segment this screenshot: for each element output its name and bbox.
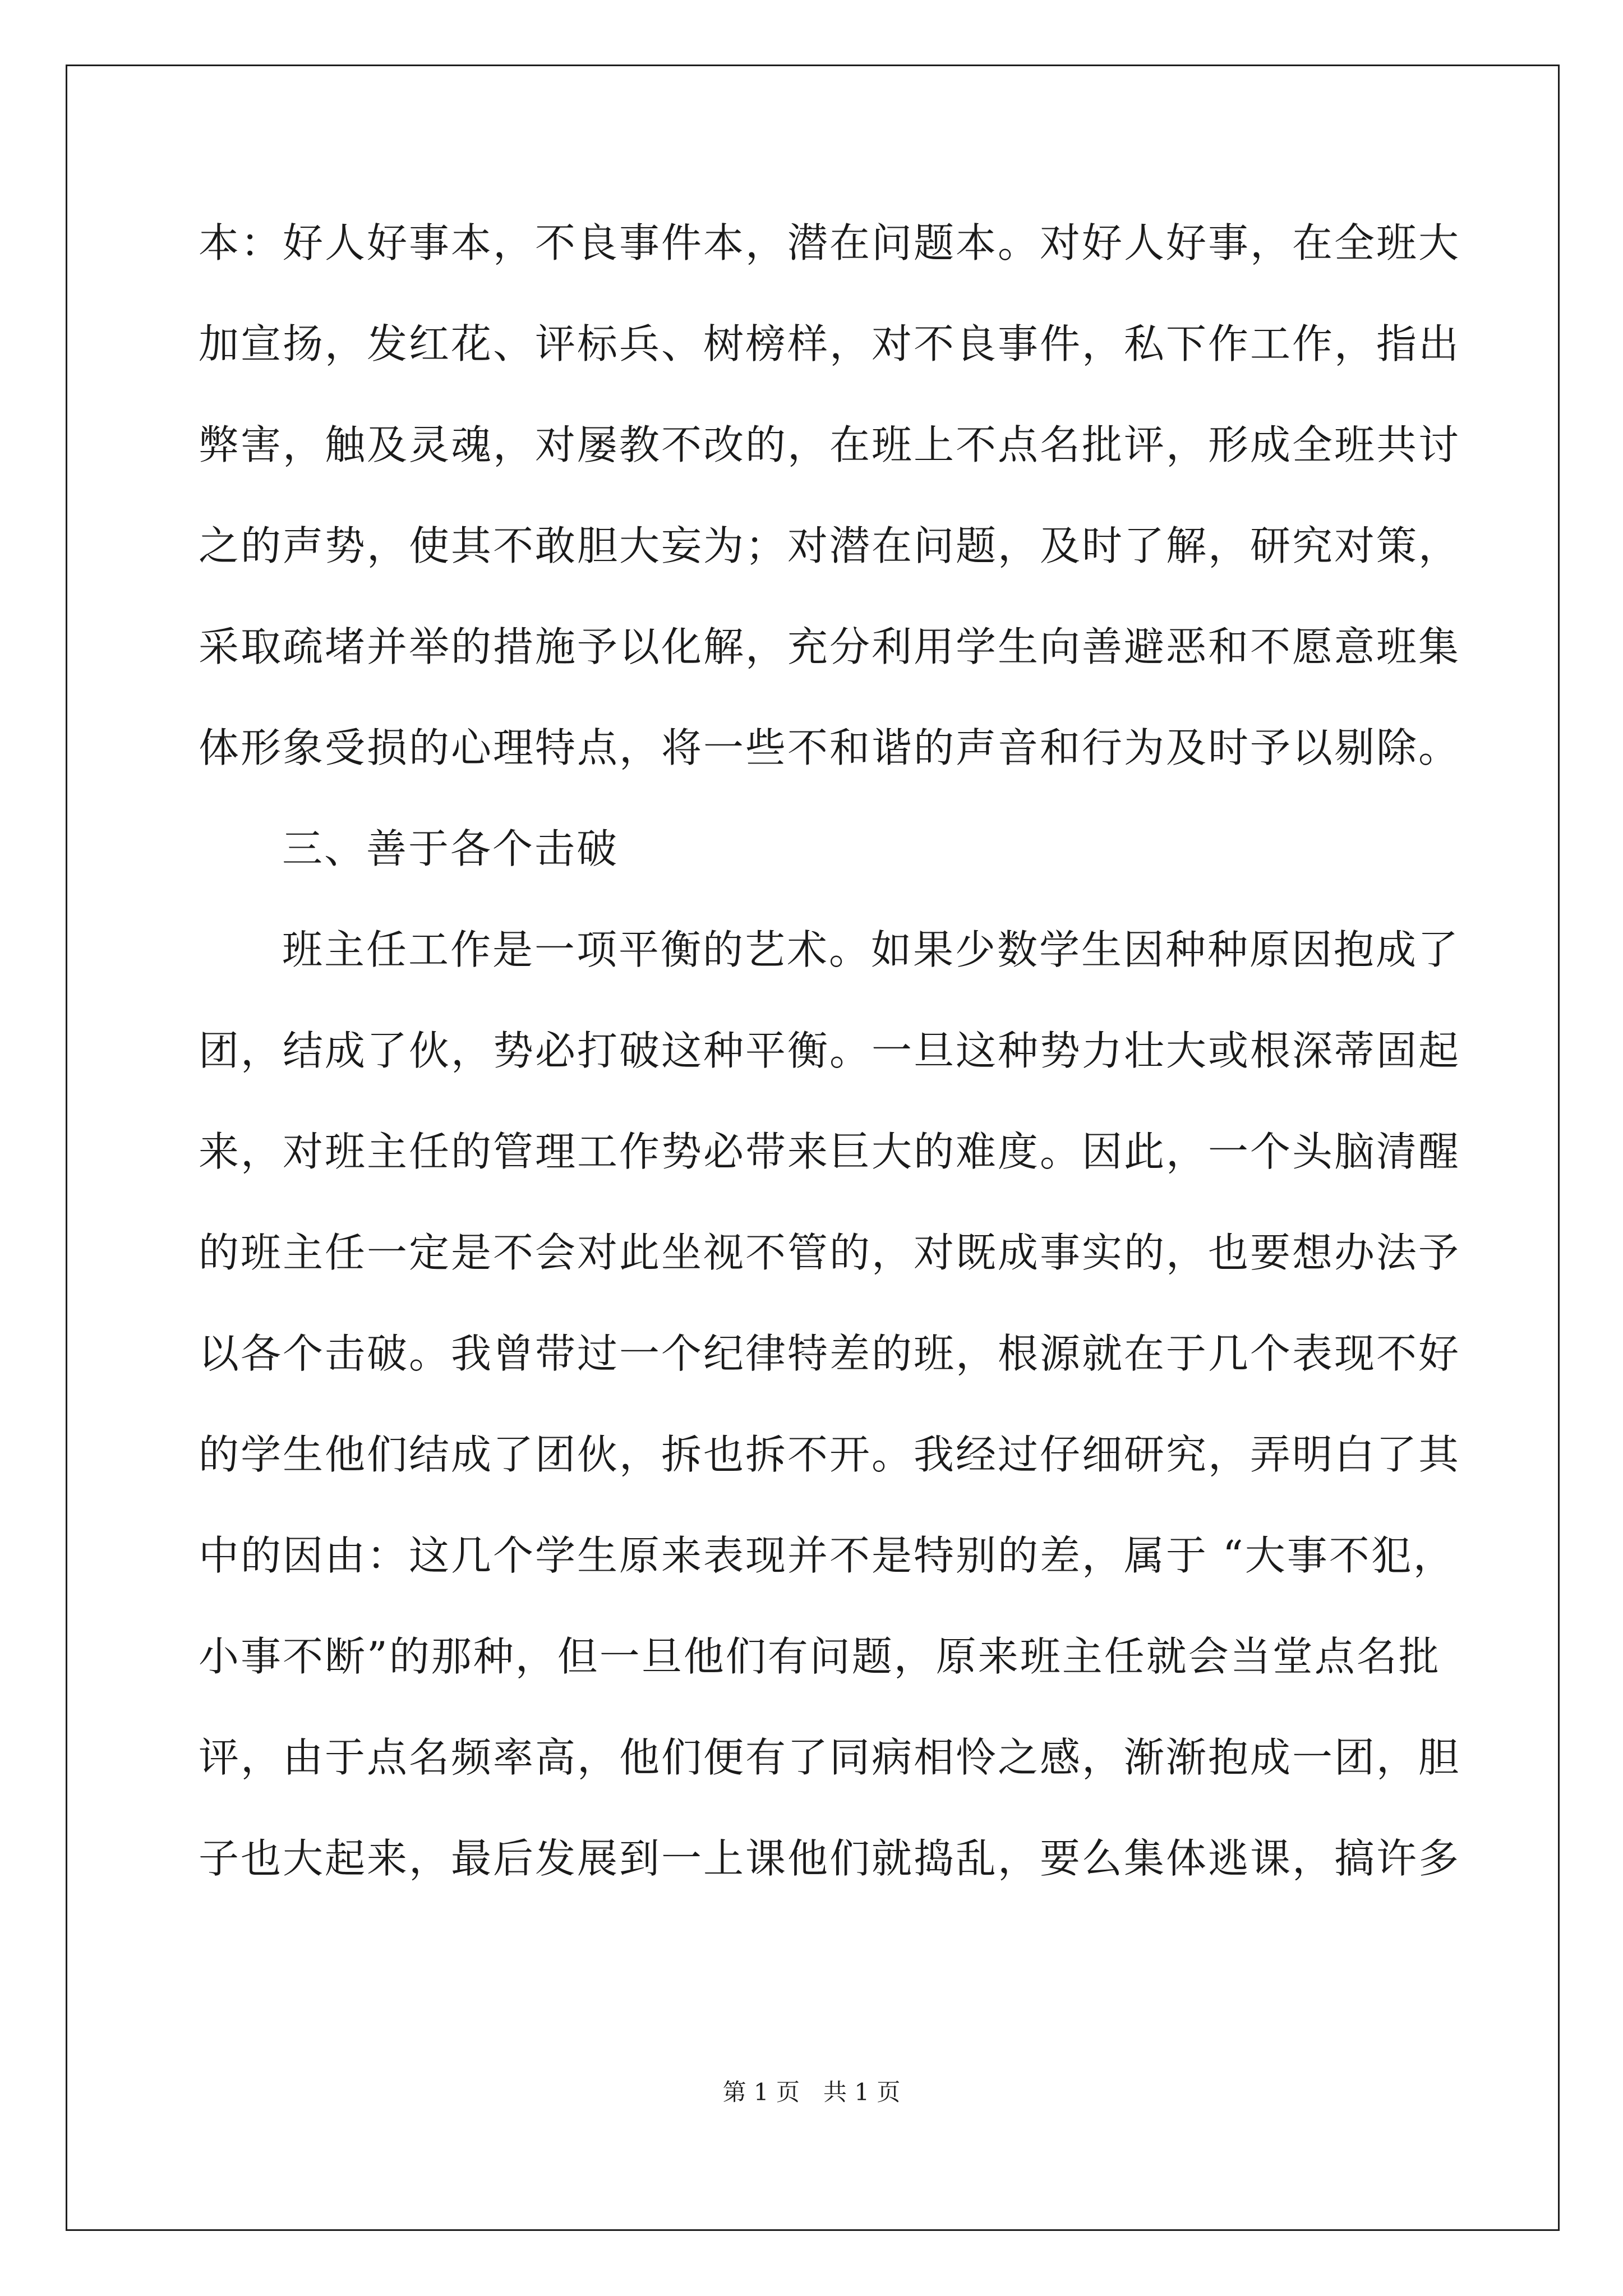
paragraph-line: 采取疏堵并举的措施予以化解，充分利用学生向善避恶和不愿意班集 [199,623,1461,670]
paragraph-line: 来，对班主任的管理工作势必带来巨大的难度。因此，一个头脑清醒 [199,1128,1461,1175]
paragraph-line: 以各个击破。我曾带过一个纪律特差的班，根源就在于几个表现不好 [199,1330,1461,1377]
paragraph-line: 弊害，触及灵魂，对屡教不改的，在班上不点名批评，形成全班共讨 [199,421,1461,468]
paragraph-line: 的班主任一定是不会对此坐视不管的，对既成事实的，也要想办法予 [199,1229,1461,1276]
paragraph-line: 体形象受损的心理特点，将一些不和谐的声音和行为及时予以剔除。 [199,724,1461,771]
paragraph-line: 本：好人好事本，不良事件本，潜在问题本。对好人好事，在全班大 [199,219,1461,266]
paragraph-line: 子也大起来，最后发展到一上课他们就捣乱，要么集体逃课，搞许多 [199,1835,1461,1882]
paragraph-line: 班主任工作是一项平衡的艺术。如果少数学生因种种原因抱成了 [282,926,1460,973]
paragraph-line: 中的因由：这几个学生原来表现并不是特别的差，属于 “大事不犯， [199,1532,1455,1579]
section-heading: 三、善于各个击破 [282,825,619,872]
paragraph-line: 团，结成了伙，势必打破这种平衡。一旦这种势力壮大或根深蒂固起 [199,1027,1461,1074]
paragraph-line: 之的声势，使其不敢胆大妄为；对潜在问题，及时了解，研究对策， [199,522,1461,569]
page-number-footer: 第 1 页 共 1 页 [722,2078,901,2106]
paragraph-line: 评，由于点名频率高，他们便有了同病相怜之感，渐渐抱成一团，胆 [199,1734,1461,1781]
paragraph-line: 的学生他们结成了团伙，拆也拆不开。我经过仔细研究，弄明白了其 [199,1431,1461,1478]
paragraph-line: 小事不断”的那种，但一旦他们有问题，原来班主任就会当堂点名批 [199,1633,1441,1680]
paragraph-line: 加宣扬，发红花、评标兵、树榜样，对不良事件，私下作工作，指出 [199,320,1461,367]
